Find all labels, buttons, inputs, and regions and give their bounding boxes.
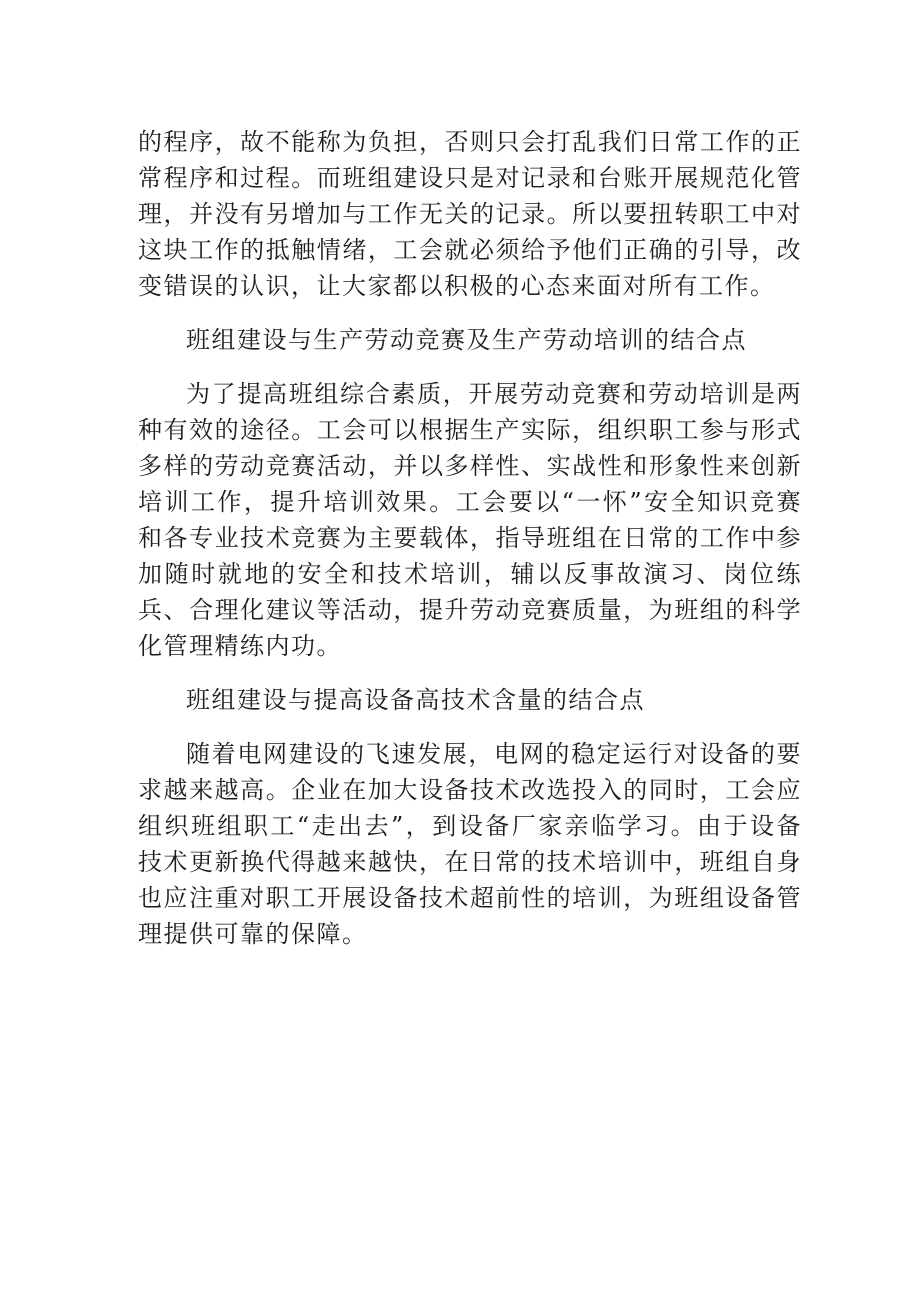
- document-page: [138, 124, 802, 970]
- paragraph-equipment-technology: 随着电网建设的飞速发展，电网的稳定运行对设备的要求越来越高。企业在加大设备技术改选投入的同时，工会应组织班组职工“走出去”，到设备厂家亲临学习。由于设备技术更新换代得越来越快，在日常的技术培训中，班组自身也应注重对职工开展设备技术超前性的培训，为班组设备管理提供可靠的保障。: [138, 740, 802, 948]
- section-heading-equipment-technology: 班组建设与提高设备高技术含量的结合点: [186, 686, 645, 714]
- paragraph-continuation: 的程序，故不能称为负担，否则只会打乱我们日常工作的正常程序和过程。而班组建设只是对记录和台账开展规范化管理，并没有另增加与工作无关的记录。所以要扭转职工中对这块工作的抵触情绪，工会就必须给予他们正确的引导，改变错误的认识，让大家都以积极的心态来面对所有工作。: [138, 128, 802, 300]
- section-heading-labor-competition: 班组建设与生产劳动竞赛及生产劳动培训的结合点: [186, 326, 747, 354]
- paragraph-labor-competition: 为了提高班组综合素质，开展劳动竞赛和劳动培训是两种有效的途径。工会可以根据生产实际，组织职工参与形式多样的劳动竞赛活动，并以多样性、实战性和形象性来创新培训工作，提升培训效果。工会要以“一怀”安全知识竞赛和各专业技术竞赛为主要载体，指导班组在日常的工作中参加随时就地的安全和技术培训，辅以反事故演习、岗位练兵、合理化建议等活动，提升劳动竞赛质量，为班组的科学化管理精练内功。: [138, 380, 802, 660]
